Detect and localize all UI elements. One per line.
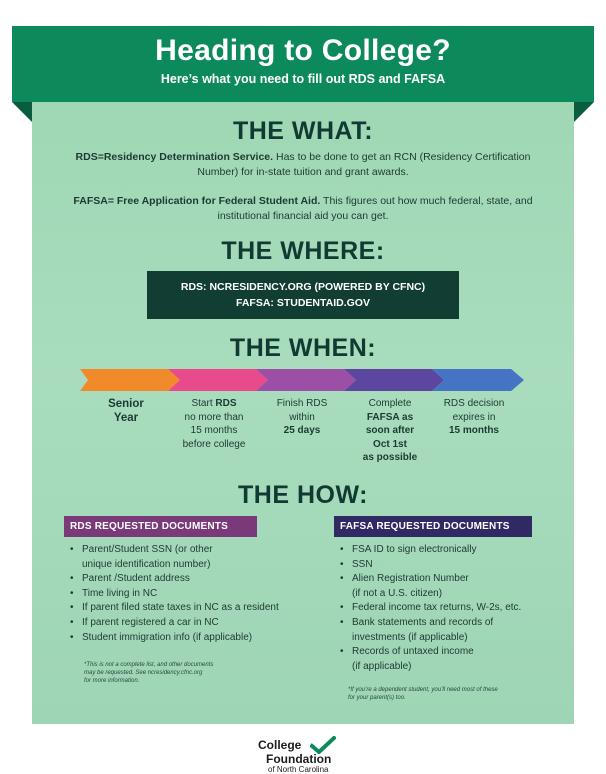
stage-senior-line2: Year <box>113 412 139 424</box>
how-heading: THE HOW: <box>238 481 368 509</box>
fafsa-definition <box>60 194 546 224</box>
fafsa-documents-list <box>340 543 560 674</box>
stage-finish-rds <box>258 397 346 438</box>
list-item: • Federal income tax returns, W-2s, etc. <box>340 601 560 616</box>
rds-description: Has to be done to get an RCN (Residency Certification Number) for in-state tuition and grant awards. <box>197 151 531 178</box>
rds-documents-header: RDS REQUESTED DOCUMENTS <box>64 516 257 537</box>
page-subtitle: Here’s what you need to fill out RDS and FAFSA <box>160 72 446 86</box>
rds-website: RDS: NCRESIDENCY.ORG (POWERED BY CFNC) <box>180 281 426 293</box>
stage3-text1: Finish RDS <box>276 398 328 409</box>
stage2-text4: before college <box>182 438 246 450</box>
stage4-bold3: Oct 1st <box>373 438 407 450</box>
stage4-bold2: soon after <box>365 425 415 436</box>
list-item: • SSN <box>340 558 560 573</box>
fafsa-footnote: *If you’re a dependent student, you’ll need most of these for your parent(s) too. <box>348 687 498 701</box>
list-item: • Parent /Student address <box>70 572 332 587</box>
list-item: • Bank statements and records of investments (if applicable) <box>340 616 560 645</box>
list-item: • Parent/Student SSN (or other unique identification number) <box>70 543 332 572</box>
stage2-text2: no more than <box>184 411 244 423</box>
stage-senior-year <box>82 397 170 425</box>
list-item: • Time living in NC <box>70 587 332 602</box>
stage3-text2: within <box>289 411 315 423</box>
rds-footnote: *This is not a complete list, and other documents may be requested. See ncresidency.cfnc.org for more information. <box>84 662 214 684</box>
rds-documents-list <box>70 543 332 645</box>
rds-definition <box>60 150 546 180</box>
stage-start-rds <box>170 397 258 451</box>
stage-rds-expires <box>430 397 518 438</box>
logo-line2: Foundation <box>266 752 332 766</box>
stage5-bold: 15 months <box>448 425 499 436</box>
stage2-text3: 15 months <box>190 425 238 436</box>
stage4-bold4: as possible <box>362 452 418 463</box>
what-heading: THE WHAT: <box>232 117 374 145</box>
page-title: Heading to College? <box>155 34 451 67</box>
list-item: • FSA ID to sign electronically <box>340 543 560 558</box>
list-item: • If parent registered a car in NC <box>70 616 332 631</box>
rds-term: RDS=Residency Determination Service. <box>75 151 274 163</box>
list-item: • Student immigration info (if applicable) <box>70 631 332 646</box>
logo-line3: of North Carolina <box>268 765 329 774</box>
when-heading: THE WHEN: <box>229 334 377 362</box>
stage-complete-fafsa <box>346 397 434 465</box>
fafsa-term: FAFSA= Free Application for Federal Student Aid. <box>73 195 321 207</box>
timeline-arrow-start-rds <box>168 369 268 391</box>
timeline-arrow-complete-fafsa <box>344 369 444 391</box>
cfnc-logo <box>258 736 358 774</box>
stage3-bold: 25 days <box>283 425 321 436</box>
timeline-arrow-senior-year <box>80 369 180 391</box>
list-item: • If parent filed state taxes in NC as a resident <box>70 601 332 616</box>
fafsa-documents-header: FAFSA REQUESTED DOCUMENTS <box>334 516 532 537</box>
fafsa-description: This figures out how much federal, state, and institutional financial aid you can get. <box>217 195 533 222</box>
stage-senior-line1: Senior <box>108 398 144 410</box>
stage4-text1: Complete <box>368 398 412 409</box>
list-item: • Alien Registration Number (if not a U.S. citizen) <box>340 572 560 601</box>
stage2-bold: RDS <box>215 398 237 409</box>
stage2-text1: Start <box>191 398 216 409</box>
stage5-text2: expires in <box>452 411 496 423</box>
where-heading: THE WHERE: <box>221 237 385 265</box>
stage4-text2: as <box>399 411 414 423</box>
fafsa-website: FAFSA: STUDENTAID.GOV <box>236 297 370 309</box>
logo-line1: College <box>258 738 302 752</box>
stage5-text1: RDS decision <box>443 398 505 409</box>
stage4-bold1: FAFSA <box>366 411 400 423</box>
timeline-arrows <box>80 369 524 393</box>
list-item: • Records of untaxed income (if applicable) <box>340 645 560 674</box>
timeline-arrow-rds-expires <box>432 369 524 391</box>
where-box <box>147 271 459 319</box>
title-banner <box>12 26 594 102</box>
timeline-arrow-finish-rds <box>256 369 356 391</box>
